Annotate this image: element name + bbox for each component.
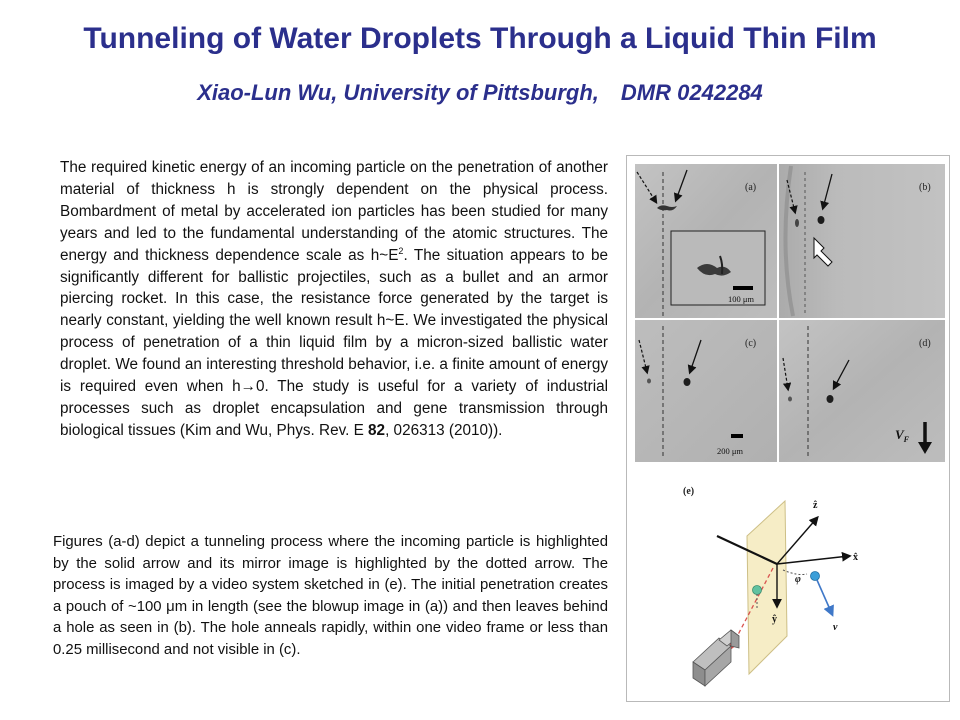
mirror-image-b — [795, 219, 799, 227]
author-affiliation: Xiao-Lun Wu, University of Pittsburgh, — [197, 80, 599, 105]
abstract-paragraph — [60, 157, 608, 442]
droplet-c — [684, 378, 691, 386]
mirror-image-c — [647, 379, 651, 384]
journal-volume: 82 — [368, 421, 386, 439]
velocity-label: v — [833, 622, 838, 633]
panel-e-schematic — [637, 468, 937, 696]
panel-b-label: (b) — [919, 182, 931, 193]
mirror-image-d — [788, 397, 792, 402]
panel-c-label: (c) — [745, 338, 757, 349]
z-axis-label: ẑ — [813, 500, 818, 511]
vf-label: $V_F$ — [895, 427, 910, 444]
panel-e-label: (e) — [683, 486, 695, 497]
inset-scale-label: 100 μm — [728, 294, 755, 304]
main-scale-bar — [731, 434, 743, 438]
mirror-droplet — [753, 586, 762, 595]
angle-label: φ — [795, 574, 801, 585]
inset-scale-bar — [733, 286, 753, 290]
x-axis-label: x̂ — [853, 552, 858, 563]
abstract-text-3: , 026313 (2010)). — [385, 421, 503, 439]
abstract-text-1: The required kinetic energy of an incoming particle on the penetration of another material of thickness h is strongly dependent on the physical process. Bombardment of metal by accelerated ion particles has been studied for many years and led to the fundamental understanding of the atomic structures. The energy and thickness dependence scale as h~E — [60, 159, 608, 264]
main-scale-label: 200 μm — [717, 446, 744, 456]
droplet — [811, 572, 820, 581]
grant-number: DMR 0242284 — [620, 80, 763, 105]
exponent: 2 — [398, 245, 404, 256]
droplet-d — [827, 395, 834, 403]
figure-caption: Figures (a-d) depict a tunneling process where the incoming particle is highlighted by the solid arrow and its mirror image is highlighted by the dotted arrow. The process is imaged by a video system sketched in (e). The initial penetration creates a pouch of ~100 μm in length (see the blowup image in (a)) and then leaves behind a hole as seen in (b). The hole anneals rapidly, within one video frame or less than 0.25 millisecond and not visible in (c). — [53, 534, 608, 658]
figure-panel — [626, 155, 950, 702]
panel-a-label: (a) — [745, 182, 757, 193]
page-title: Tunneling of Water Droplets Through a Liquid Thin Film — [83, 22, 877, 55]
figure-svg — [627, 156, 949, 701]
abstract-text-2: . The situation appears to be significantly different for ballistic projectiles, such as a bullet and an armor piercing rocket. In this case, the resistance force generated by the target is nearly constant, yielding the well known result h~E. We investigated the physical process of penetration of a thin liquid film by a micron-sized ballistic water droplet. We found an interesting threshold behavior, i.e. a finite amount of energy is required even when h→0. The study is useful for a variety of industrial processes such as droplet encapsulation and gene transmission through biological tissues (Kim and Wu, Phys. Rev. E — [60, 246, 608, 439]
droplet-b — [818, 216, 825, 224]
y-axis-label: ŷ — [772, 614, 777, 625]
panel-d-label: (d) — [919, 338, 931, 349]
page-subtitle — [0, 80, 960, 106]
